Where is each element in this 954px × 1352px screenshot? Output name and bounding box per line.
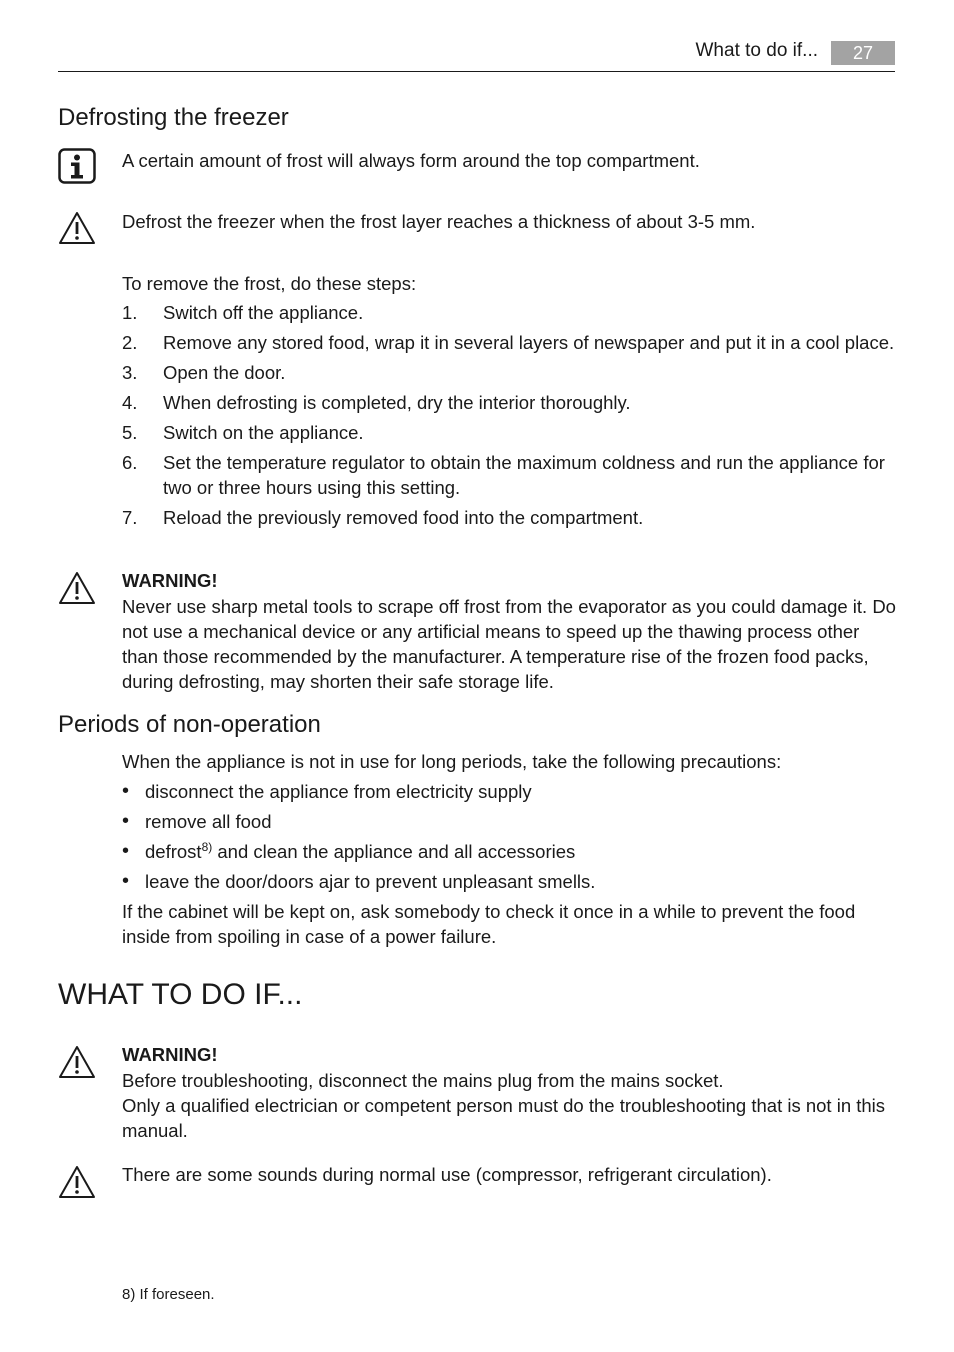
step-number: 6. [122,452,138,473]
step-text: Switch on the appliance. [163,422,364,443]
caution-note-frost-thickness: Defrost the freezer when the frost layer reaches a thickness of about 3-5 mm. [122,211,756,232]
list-item [122,839,897,864]
list-item: • remove all food [122,809,897,834]
warning-line-1: Before troubleshooting, disconnect the mains plug from the mains socket. [122,1070,724,1091]
list-item: • disconnect the appliance from electricity supply [122,779,897,804]
non-operation-after-text: If the cabinet will be kept on, ask somebody to check it once in a while to prevent the food inside from spoiling in case of a power failure. [122,901,856,947]
step-number: 2. [122,332,138,353]
header-rule [58,71,895,72]
list-item [122,450,897,500]
running-header-title: What to do if... [695,40,818,61]
step-text: Set the temperature regulator to obtain the maximum coldness and run the appliance for two or three hours using this setting. [163,452,885,498]
list-item [122,390,897,415]
info-note: A certain amount of frost will always form around the top compartment. [122,150,700,171]
warning-text: Never use sharp metal tools to scrape off frost from the evaporator as you could damage it. Do not use a mechanical device or any artificial means to speed up the thawing process other than those recommended by the manufacturer. A temperature rise of the frozen food packs, during defrosting, may shorten their safe storage life. [122,596,896,692]
bullet-defrost-rest: and clean the appliance and all accessories [212,841,576,862]
footnote-ref: 8) [201,840,213,854]
defrosting-heading: Defrosting the freezer [58,104,289,131]
list-item [122,360,897,385]
step-text: Remove any stored food, wrap it in several layers of newspaper and put it in a cool place. [163,332,895,353]
warning-title: WARNING! [122,1044,218,1065]
step-number: 1. [122,302,138,323]
step-text: Open the door. [163,362,286,383]
bullet-defrost-word: defrost [145,841,202,862]
step-text: Reload the previously removed food into the compartment. [163,507,644,528]
step-text: When defrosting is completed, dry the interior thoroughly. [163,392,631,413]
warning-icon [58,1164,96,1200]
precautions-list [122,779,897,894]
step-text: Switch off the appliance. [163,302,364,323]
page-number: 27 [831,41,895,65]
non-operation-intro: When the appliance is not in use for long periods, take the following precautions: [122,751,782,772]
list-item [122,330,897,355]
list-item [122,300,897,325]
footnote: 8) If foreseen. [122,1286,215,1303]
non-operation-heading: Periods of non-operation [58,711,321,738]
warning-icon [58,210,96,246]
list-item [122,420,897,445]
caution-note-sounds: There are some sounds during normal use (compressor, refrigerant circulation). [122,1164,772,1185]
step-number: 4. [122,392,138,413]
what-to-do-heading: WHAT TO DO IF... [58,978,303,1011]
list-item [122,505,897,530]
warning-line-2: Only a qualified electrician or competent person must do the troubleshooting that is not in this manual. [122,1095,886,1141]
list-item: • leave the door/doors ajar to prevent unpleasant smells. [122,869,897,894]
step-number: 7. [122,507,138,528]
steps-intro: To remove the frost, do these steps: [122,273,417,294]
warning-icon [58,1044,96,1080]
warning-title: WARNING! [122,570,218,591]
warning-icon [58,570,96,606]
step-number: 3. [122,362,138,383]
info-icon [58,148,96,184]
step-number: 5. [122,422,138,443]
defrost-steps-list [122,300,897,535]
